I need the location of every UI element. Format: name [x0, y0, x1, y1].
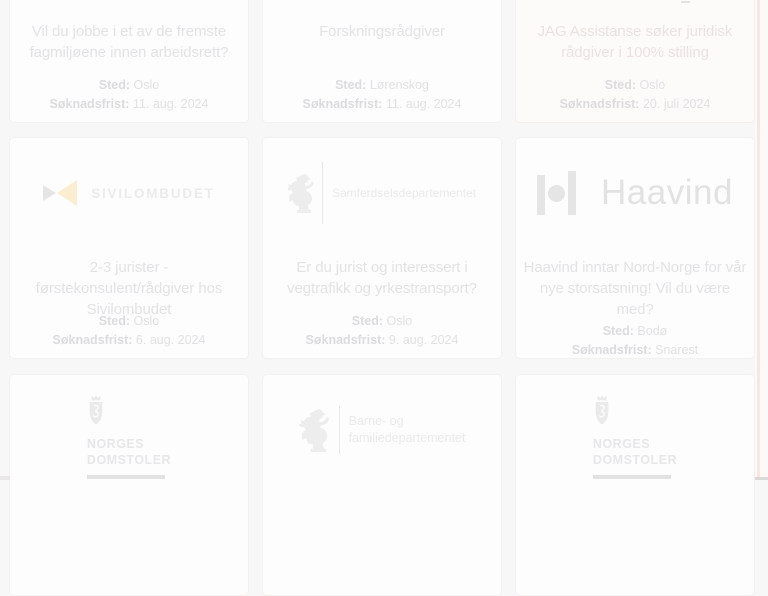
- crest-icon: [593, 394, 611, 428]
- job-title: Vil du jobbe i et av de fremste fagmiljøene innen arbeidsrett?: [29, 23, 229, 61]
- deadline-value: 9. aug. 2024: [388, 333, 459, 347]
- location-label: Sted:: [98, 78, 131, 92]
- sivilombudet-wordmark: SIVILOMBUDET: [91, 185, 215, 201]
- deadline-value: 11. aug. 2024: [132, 97, 209, 111]
- logo-text-line: DOMSTOLER: [86, 452, 172, 467]
- logo-text-line: DOMSTOLER: [592, 452, 678, 467]
- job-title: Forskningsrådgiver: [319, 23, 445, 40]
- scrollbar-accent-line: [757, 0, 760, 480]
- job-location: [516, 324, 754, 338]
- logo-text-line: NORGES: [86, 436, 145, 451]
- job-title: Er du jurist og interessert i vegtrafikk og yrkestransport?: [287, 259, 477, 297]
- job-card[interactable]: [262, 137, 502, 359]
- job-location: [516, 78, 754, 92]
- job-card[interactable]: [9, 137, 249, 359]
- job-location: [10, 78, 248, 92]
- deadline-value: 20. juli 2024: [642, 97, 711, 111]
- deadline-label: Søknadsfrist:: [52, 333, 133, 347]
- job-title: Haavind inntar Nord-Norge for vår nye storsatsning! Vil du være med?: [523, 259, 747, 318]
- job-deadline: [263, 333, 501, 347]
- location-value: Bodø: [637, 324, 668, 338]
- job-title: 2-3 jurister - førstekonsulent/rådgiver hos Sivilombudet: [35, 259, 223, 318]
- scrollbar-track[interactable]: [755, 0, 768, 480]
- sivilombudet-logo: [10, 138, 248, 248]
- job-card[interactable]: [9, 374, 249, 596]
- job-location: [263, 314, 501, 328]
- deadline-label: Søknadsfrist:: [571, 343, 652, 357]
- job-location: [10, 314, 248, 328]
- job-card[interactable]: [515, 0, 755, 123]
- department-name: Samferdselsdepartementet: [331, 186, 477, 200]
- haavind-wordmark: Haavind: [601, 173, 733, 212]
- logo-divider: [339, 406, 340, 454]
- job-deadline: [516, 343, 754, 357]
- job-card[interactable]: [262, 374, 502, 596]
- department-logo: [263, 138, 501, 248]
- job-location: [263, 78, 501, 92]
- sivilombudet-arrows-icon: [43, 180, 77, 206]
- logo-text-line: NORGES: [592, 436, 651, 451]
- deadline-label: Søknadsfrist:: [559, 97, 640, 111]
- logo-underline-bar: [593, 475, 671, 479]
- job-deadline: [10, 333, 248, 347]
- job-title: JAG Assistanse søker juridisk rådgiver i 100% stilling: [537, 23, 733, 61]
- department-logo: [263, 375, 501, 485]
- job-card[interactable]: [9, 0, 249, 123]
- location-label: Sted:: [351, 314, 384, 328]
- location-value: Oslo: [386, 314, 413, 328]
- job-deadline: [10, 97, 248, 111]
- location-value: Oslo: [133, 78, 160, 92]
- location-label: Sted:: [604, 78, 637, 92]
- job-card[interactable]: [515, 374, 755, 596]
- job-deadline: [516, 97, 754, 111]
- deadline-label: Søknadsfrist:: [302, 97, 383, 111]
- location-label: Sted:: [602, 324, 634, 338]
- location-value: Lørenskog: [369, 78, 429, 92]
- bottom-left-edge-fragment: [0, 476, 10, 480]
- coat-of-arms-lion-icon: [299, 408, 331, 452]
- deadline-value: Snarest: [655, 343, 699, 357]
- job-card[interactable]: [515, 137, 755, 359]
- job-card[interactable]: [262, 0, 502, 123]
- crest-icon: [87, 394, 105, 428]
- location-value: Oslo: [639, 78, 666, 92]
- logo-divider: [322, 162, 323, 224]
- logo-underline-bar: [87, 475, 165, 479]
- deadline-value: 6. aug. 2024: [135, 333, 206, 347]
- cropped-logo-fragment: [681, 1, 690, 3]
- department-name: [349, 413, 466, 447]
- location-value: Oslo: [133, 314, 160, 328]
- location-label: Sted:: [98, 314, 131, 328]
- norges-domstoler-logo: [10, 375, 248, 485]
- norges-domstoler-logo: [516, 375, 754, 485]
- coat-of-arms-lion-icon: [288, 173, 314, 213]
- deadline-label: Søknadsfrist:: [49, 97, 130, 111]
- haavind-h-icon: [537, 171, 576, 215]
- job-deadline: [263, 97, 501, 111]
- logo-text-line: Barne- og: [348, 414, 404, 428]
- location-label: Sted:: [335, 78, 367, 92]
- deadline-label: Søknadsfrist:: [305, 333, 386, 347]
- logo-text-line: familiedepartementet: [348, 431, 466, 445]
- haavind-logo: [516, 138, 754, 248]
- deadline-value: 11. aug. 2024: [385, 97, 462, 111]
